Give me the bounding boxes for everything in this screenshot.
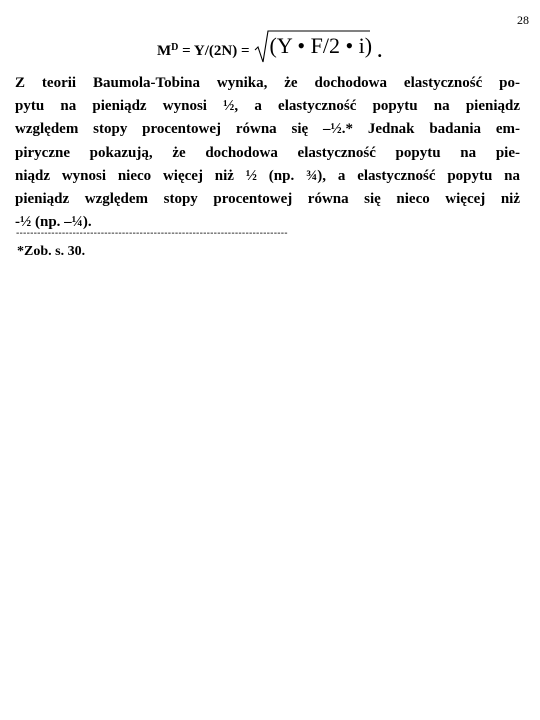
body-line: Z teorii Baumola-Tobina wynika, że dochodowa elastyczność po- bbox=[15, 75, 520, 91]
square-root bbox=[254, 28, 372, 64]
body-line: pytu na pieniądz wynosi ½, a elastyczność popytu na pieniądz bbox=[15, 98, 520, 115]
formula-terminator: . bbox=[377, 40, 383, 61]
body-line: względem stopy procentowej równa się –½.* Jednak badania em- bbox=[15, 121, 520, 138]
formula-radicand: (Y • F/2 • i) bbox=[269, 33, 373, 58]
body-line: -½ (np. –¼). bbox=[15, 214, 92, 231]
footnote: *Zob. s. 30. bbox=[17, 244, 86, 259]
formula bbox=[157, 28, 382, 64]
body-line: niądz wynosi nieco więcej niż ½ (np. ¾), a elastyczność popytu na bbox=[15, 167, 520, 184]
body-paragraph bbox=[15, 72, 520, 234]
formula-lhs bbox=[157, 39, 250, 60]
page-number: 28 bbox=[517, 13, 529, 27]
formula-lhs-superscript: D bbox=[171, 41, 179, 53]
formula-lhs-main: M bbox=[157, 42, 172, 59]
body-line: pieniądz względem stopy procentowej równa się nieco więcej niż bbox=[15, 190, 520, 207]
body-line: piryczne pokazują, że dochodowa elastyczność popytu na pie- bbox=[15, 144, 520, 161]
footnote-divider: ----------------------------------------------------------------------------- bbox=[16, 228, 288, 239]
formula-lhs-rest: = Y/(2N) = bbox=[178, 42, 250, 59]
